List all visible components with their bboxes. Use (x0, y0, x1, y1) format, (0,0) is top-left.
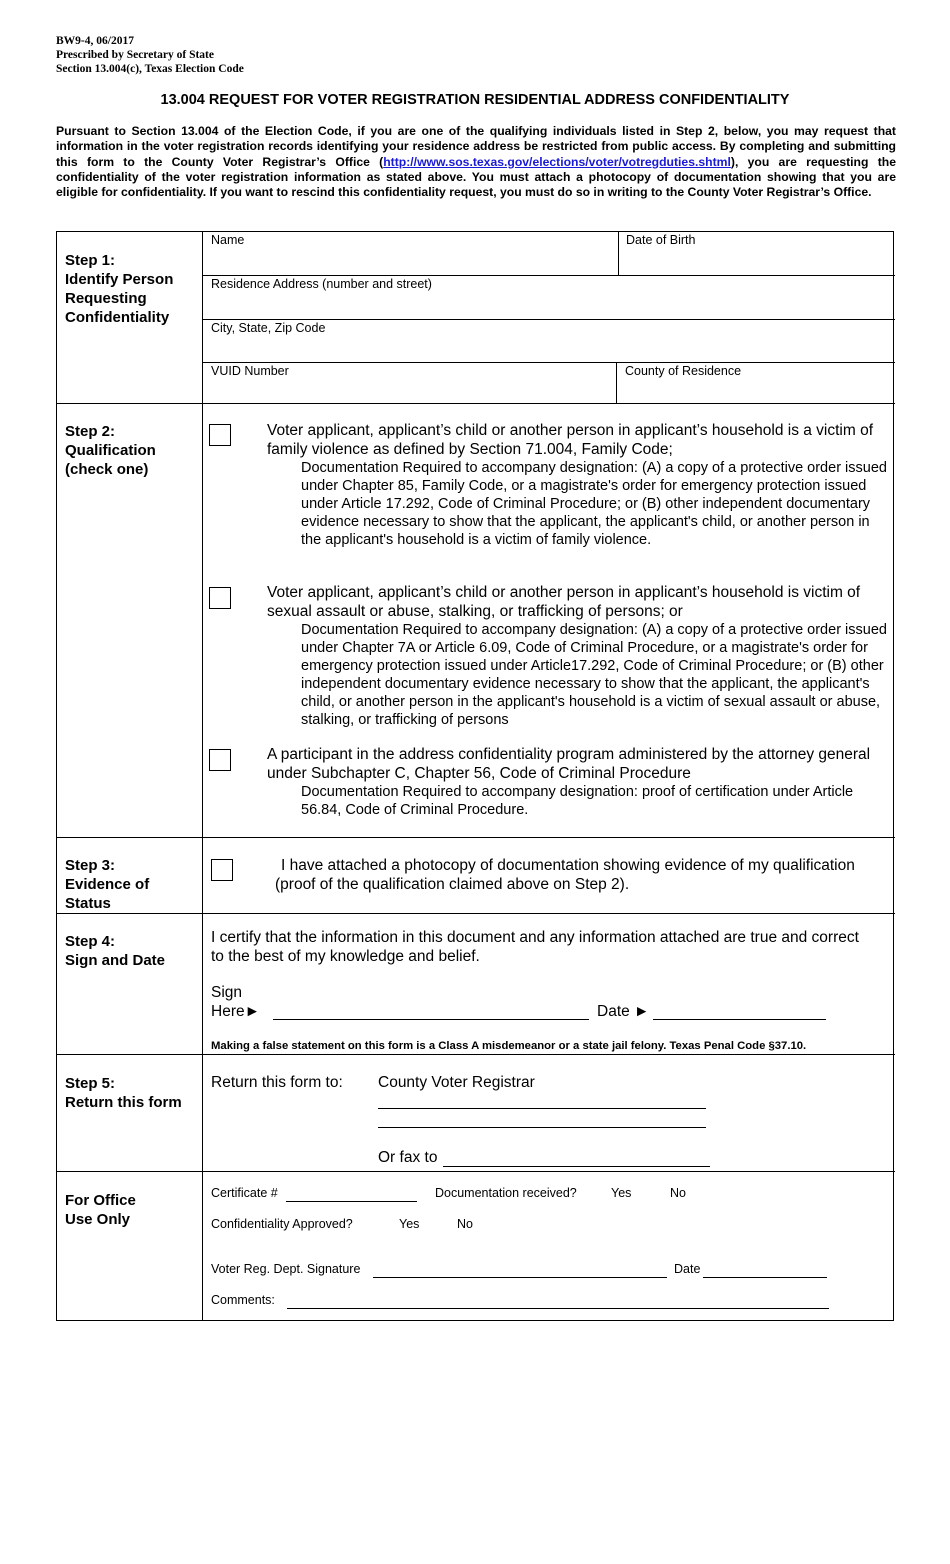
signature-line[interactable] (273, 1002, 589, 1020)
fax-number-line[interactable] (443, 1149, 710, 1167)
form-header (56, 34, 244, 76)
intro-text-after: ), you are requesting the confidentiality of the voter registration information as stated above. You must attach a photocopy of documentation showing that you are eligible for confidentiality. If you want to rescind this confidentiality request, you must do so in writing to the County Voter Registrar’s Office. (56, 154, 896, 200)
step1-label: Step 1: Identify Person Requesting Confidentiality (65, 252, 174, 326)
approved-no[interactable]: No (457, 1217, 473, 1231)
registrar-address-line-1[interactable] (378, 1094, 706, 1109)
certification-text: I certify that the information in this document and any information attached are true and correct to the best of my knowledge and belief. (211, 929, 859, 965)
step2-label: Step 2: Qualification (check one) (65, 423, 156, 478)
form-code: BW9-4, 06/2017 (56, 35, 134, 47)
qualification-family-violence-text: Voter applicant, applicant’s child or another person in applicant’s household is a victim of family violence as defined by Section 71.004, Family Code; (267, 422, 874, 458)
sign-label: Sign (211, 984, 243, 1001)
approved-yes[interactable]: Yes (399, 1217, 420, 1231)
doc-received-label: Documentation received? (435, 1186, 577, 1200)
column-divider (202, 232, 203, 1320)
intro-text-before: Pursuant to Section 13.004 of the Election Code, if you are one of the qualifying individuals listed in Step 2, below, you may request that information in the voter registration records identifying your residence address be restricted from public access. By completing and submitting this form to the County Voter Registrar’s Office ( (56, 124, 896, 169)
qualification-acp-checkbox[interactable] (209, 749, 231, 771)
comments-line[interactable] (287, 1294, 829, 1309)
county-of-residence-field[interactable]: County of Residence (625, 364, 742, 378)
qualification-sexual-assault-checkbox[interactable] (209, 587, 231, 609)
date-of-birth-field[interactable]: Date of Birth (626, 233, 696, 247)
prescribed-by: Prescribed by Secretary of State (56, 49, 214, 61)
sign-here-label: Here► (211, 1003, 260, 1020)
comments-label: Comments: (211, 1293, 275, 1307)
city-state-zip-field[interactable]: City, State, Zip Code (211, 321, 326, 335)
step5-label: Step 5: Return this form (65, 1075, 182, 1111)
dept-signature-line[interactable] (373, 1263, 667, 1278)
evidence-attached-checkbox[interactable] (211, 859, 233, 881)
office-use-label: For Office Use Only (65, 1192, 136, 1228)
office-date-label: Date (674, 1262, 701, 1276)
fax-label: Or fax to (378, 1149, 438, 1166)
residence-address-field[interactable]: Residence Address (number and street) (211, 277, 432, 291)
qualification-acp-doc: Documentation Required to accompany designation: proof of certification under Article 56.84, Code of Criminal Procedure. (301, 784, 854, 818)
county-voter-registrar: County Voter Registrar (378, 1074, 535, 1091)
office-date-line[interactable] (703, 1263, 827, 1278)
statute-reference: Section 13.004(c), Texas Election Code (56, 63, 244, 75)
doc-received-yes[interactable]: Yes (611, 1186, 632, 1200)
qualification-sexual-assault-doc: Documentation Required to accompany designation: (A) a copy of a protective order issued under Chapter 7A or Article 6.09, Code of Criminal Procedure, or a magistrate's order for emergency protection issued under Article17.292, Code of Criminal Procedure; or (B) other independent documentary evidence necessary to show that the applicant, the applicant's child, or another person in the applicant's household is a victim of sexual assault or abuse, stalking, or trafficking of persons (301, 622, 887, 728)
vuid-number-field[interactable]: VUID Number (211, 364, 289, 378)
form-table (56, 231, 894, 1321)
intro-paragraph (56, 124, 896, 200)
dept-signature-label: Voter Reg. Dept. Signature (211, 1262, 361, 1276)
doc-received-no[interactable]: No (670, 1186, 686, 1200)
confidentiality-approved-label: Confidentiality Approved? (211, 1217, 353, 1231)
sign-date-label: Date ► (597, 1003, 650, 1020)
qualification-family-violence-doc: Documentation Required to accompany designation: (A) a copy of a protective order issued under Chapter 85, Family Code, or a magistrate's order for emergency protection issued under Article 17.292, Code of Criminal Procedure; or (B) other independent documentary evidence necessary to show that the applicant, the applicant's child, or another person in the applicant's household is a victim of family violence. (301, 460, 887, 548)
sign-date-line[interactable] (653, 1002, 826, 1020)
certificate-number-line[interactable] (286, 1187, 417, 1202)
name-field[interactable]: Name (211, 233, 245, 247)
evidence-attached-text: I have attached a photocopy of documentation showing evidence of my qualification (proof of the qualification claimed above on Step 2). (275, 857, 855, 893)
registrar-address-line-2[interactable] (378, 1113, 706, 1128)
qualification-acp-text: A participant in the address confidentiality program administered by the attorney general under Subchapter C, Chapter 56, Code of Criminal Procedure (267, 746, 871, 782)
step4-label: Step 4: Sign and Date (65, 933, 166, 969)
false-statement-warning: Making a false statement on this form is a Class A misdemeanor or a state jail felony. Texas Penal Code §37.10. (211, 1040, 807, 1052)
qualification-sexual-assault-text: Voter applicant, applicant’s child or another person in applicant’s household is victim of sexual assault or abuse, stalking, or trafficking of persons; or (267, 584, 861, 620)
return-to-label: Return this form to: (211, 1074, 343, 1091)
qualification-family-violence-checkbox[interactable] (209, 424, 231, 446)
form-title: 13.004 REQUEST FOR VOTER REGISTRATION RESIDENTIAL ADDRESS CONFIDENTIALITY (160, 92, 790, 108)
step3-label: Step 3: Evidence of Status (65, 857, 150, 912)
certificate-number-label: Certificate # (211, 1186, 278, 1200)
sos-link[interactable]: http://www.sos.texas.gov/elections/voter/votregduties.shtml (383, 154, 731, 169)
